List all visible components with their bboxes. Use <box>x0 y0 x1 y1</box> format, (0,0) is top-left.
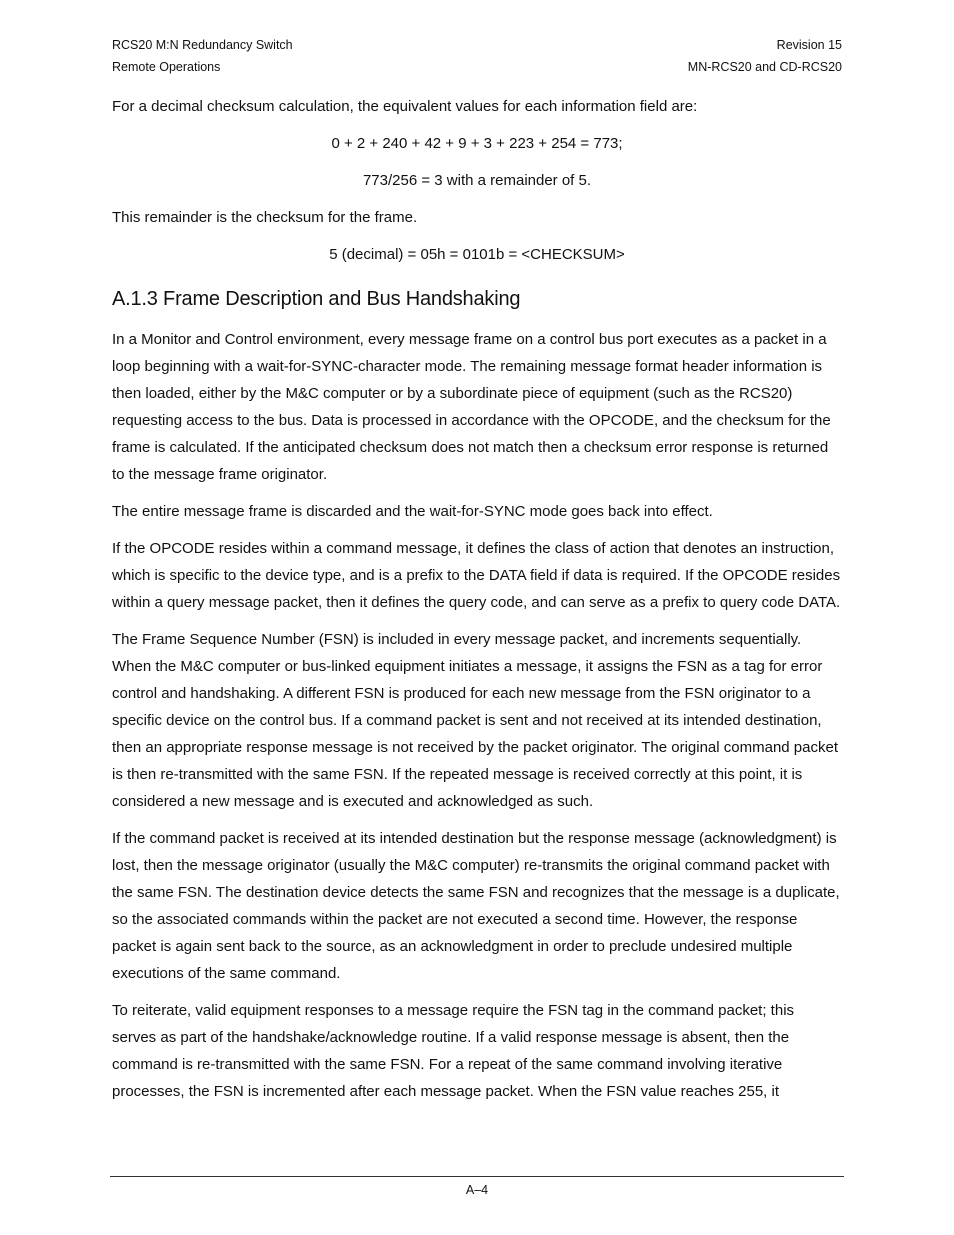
body-paragraph: If the OPCODE resides within a command message, it defines the class of action that denotes an instruction, which is specific to the device type, and is a prefix to the DATA field if data is required. If the OPCODE resides within a query message packet, then it defines the query code, and can serve as a prefix to query code DATA. <box>112 540 841 611</box>
section-heading: A.1.3 Frame Description and Bus Handshaking <box>112 288 521 310</box>
intro-paragraph: For a decimal checksum calculation, the equivalent values for each information field are: <box>112 98 698 115</box>
page-header <box>112 37 842 81</box>
page-body <box>112 93 842 1115</box>
checksum-equation-result: 5 (decimal) = 05h = 0101b = <CHECKSUM> <box>329 246 625 263</box>
checksum-equation-sum: 0 + 2 + 240 + 42 + 9 + 3 + 223 + 254 = 773; <box>331 135 623 152</box>
body-paragraph: If the command packet is received at its intended destination but the response message (acknowledgment) is lost, then the message originator (usually the M&C computer) re-transmits the original command packet with the same FSN. The destination device detects the same FSN and recognizes that the message is a duplicate, so the associated commands within the packet are not executed a second time. However, the response packet is again sent back to the source, as an acknowledgment in order to preclude undesired multiple executions of the same command. <box>112 830 840 982</box>
body-paragraph: In a Monitor and Control environment, every message frame on a control bus port executes as a packet in a loop beginning with a wait-for-SYNC-character mode. The remaining message format header information is then loaded, either by the M&C computer or by a subordinate piece of equipment (such as the RCS20) requesting access to the bus. Data is processed in accordance with the OPCODE, and the checksum for the frame is calculated. If the anticipated checksum does not match then a checksum error response is returned to the message frame originator. <box>112 331 831 483</box>
revision-label: Revision 15 <box>776 38 842 52</box>
remainder-note: This remainder is the checksum for the frame. <box>112 209 418 226</box>
header-row-1 <box>112 37 842 59</box>
document-number: MN-RCS20 and CD-RCS20 <box>687 60 842 74</box>
body-paragraph: The Frame Sequence Number (FSN) is included in every message packet, and increments sequentially. When the M&C computer or bus-linked equipment initiates a message, it assigns the FSN as a tag for error control and handshaking. A different FSN is produced for each new message from the FSN originator to a specific device on the control bus. If a command packet is sent and not received at its intended destination, then an appropriate response message is not received by the packet originator. The original command packet is then re-transmitted with the same FSN. If the repeated message is received correctly at this point, it is considered a new message and is executed and acknowledged as such. <box>112 631 838 810</box>
checksum-equation-division: 773/256 = 3 with a remainder of 5. <box>362 172 592 189</box>
page-number: A–4 <box>465 1183 489 1197</box>
body-paragraph: To reiterate, valid equipment responses to a message require the FSN tag in the command packet; this serves as part of the handshake/acknowledge routine. If a valid response message is absent, then the command is re-transmitted with the same FSN. For a repeat of the same command involving iterative processes, the FSN is incremented after each message packet. When the FSN value reaches 255, it <box>112 1002 795 1100</box>
document-title: RCS20 M:N Redundancy Switch <box>112 38 293 52</box>
body-paragraph: The entire message frame is discarded and the wait-for-SYNC mode goes back into effect. <box>112 503 713 520</box>
header-row-2 <box>112 59 842 81</box>
footer-divider <box>110 1176 844 1177</box>
chapter-title: Remote Operations <box>112 60 221 74</box>
